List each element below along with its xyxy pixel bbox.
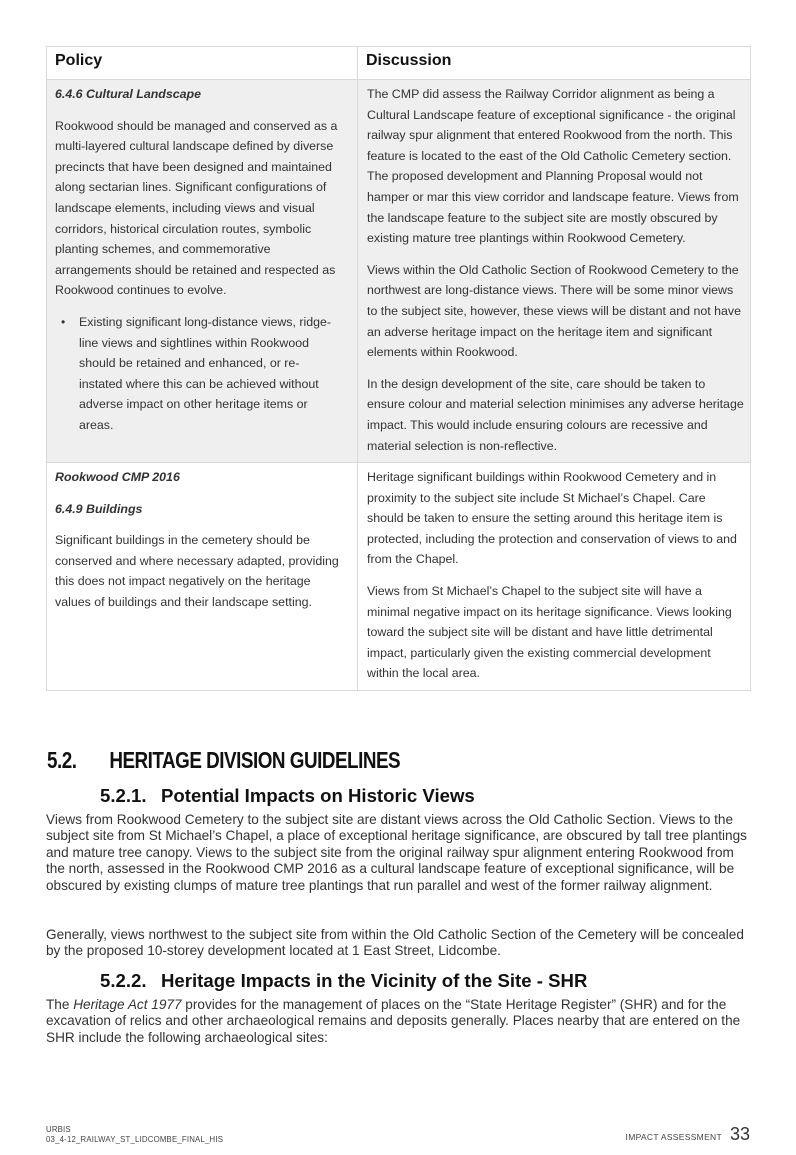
subsection-heading	[100, 970, 587, 992]
policy-text: Rookwood should be managed and conserved as a multi-layered cultural landscape defined by diverse precincts that have been designed and maintained along sectarian lines. Significant configurations of landscape elements, including views and visual corridors, historical circulation routes, symbolic planting schemes, and commemorative arrangements should be retained and respected as Rookwood continues to evolve.	[55, 118, 338, 298]
page-number: 33	[729, 1124, 750, 1144]
body-paragraph	[46, 997, 754, 1046]
act-title: Heritage Act 1977	[73, 997, 182, 1012]
policy-discussion-table	[46, 46, 751, 691]
policy-column-header: Policy	[47, 47, 358, 80]
bullet-text: Existing significant long-distance views, ridge-line views and sightlines within Rookwood should be retained and enhanced, or re-instated where this can be achieved without adverse impact on other heritage items or areas.	[79, 314, 332, 432]
table-row	[47, 463, 751, 691]
discussion-text: Heritage significant buildings within Rookwood Cemetery and in proximity to the subject site include St Michael’s Chapel. Care should be taken to ensure the setting around this heritage item is protected, including the protection and conservation of views to and from the Chapel.	[367, 470, 737, 567]
policy-subheading: 6.4.9 Buildings	[55, 501, 143, 516]
policy-subheading: Rookwood CMP 2016	[55, 470, 180, 485]
subsection-title: Heritage Impacts in the Vicinity of the Site - SHR	[161, 970, 588, 991]
document-filename: 03_4-12_RAILWAY_ST_LIDCOMBE_FINAL_HIS	[46, 1135, 224, 1144]
section-number: 5.2.	[47, 747, 77, 773]
body-paragraph: Views from Rookwood Cemetery to the subject site are distant views across the Old Catholic Section. Views to the subject site from St Michael’s Chapel, a place of exceptional heritage significance, are obscured by tall tree plantings and mature tree canopy. Views to the subject site from the original railway spur alignment entering Rookwood from the north, assessed in the Rookwood CMP 2016 as a cultural landscape feature of exceptional significance, will be obscured by existing clumps of mature tree plantings that run parallel and west of the former railway alignment.	[46, 812, 747, 893]
policy-bullet-list	[55, 312, 349, 436]
policy-subheading: 6.4.6 Cultural Landscape	[55, 87, 201, 101]
subsection-number: 5.2.1.	[100, 785, 147, 806]
discussion-cell	[358, 80, 751, 463]
footer-left	[46, 1125, 223, 1145]
policy-cell	[47, 80, 358, 463]
discussion-text: Views within the Old Catholic Section of Rookwood Cemetery to the northwest are long-distance views. There will be some minor views to the subject site, however, these views will be distant and not have an adverse heritage impact on the heritage item and significant elements within Rookwood.	[367, 262, 741, 360]
paragraph-text: The	[46, 997, 74, 1012]
discussion-cell	[358, 463, 751, 691]
footer-right	[626, 1124, 750, 1145]
table-row	[47, 80, 751, 463]
subsection-heading	[100, 785, 475, 807]
subsection-title: Potential Impacts on Historic Views	[161, 785, 475, 806]
section-heading	[47, 747, 624, 774]
company-name: URBIS	[46, 1125, 71, 1134]
list-item	[55, 312, 341, 436]
paragraph-text: provides for the management of places on the “State Heritage Register” (SHR) and for the excavation of relics and other archaeological remains and deposits generally. Places nearby that are entered on the SHR include the following archaeological sites:	[46, 997, 741, 1045]
discussion-text: In the design development of the site, care should be taken to ensure colour and material selection minimises any adverse heritage impact. This would include ensuring colours are recessive and material selection is non-reflective.	[367, 376, 744, 453]
section-title: HERITAGE DIVISION GUIDELINES	[109, 747, 401, 773]
policy-text: Significant buildings in the cemetery should be conserved and where necessary adapted, providing this does not impact negatively on the heritage values of buildings and their landscape setting.	[55, 533, 339, 610]
bullet-icon: •	[61, 314, 66, 329]
subsection-number: 5.2.2.	[100, 970, 147, 991]
policy-cell	[47, 463, 358, 691]
discussion-column-header: Discussion	[358, 47, 751, 80]
discussion-text: Views from St Michael’s Chapel to the subject site will have a minimal negative impact on its heritage significance. Views looking toward the subject site will be distant and have little detrimental impact, particularly given the existing commercial development within the local area.	[367, 584, 732, 681]
footer-section-label: IMPACT ASSESSMENT	[625, 1132, 722, 1142]
body-paragraph: Generally, views northwest to the subject site from within the Old Catholic Section of the Cemetery will be concealed by the proposed 10-storey development located at 1 East Street, Lidcombe.	[46, 927, 744, 959]
discussion-text: The CMP did assess the Railway Corridor alignment as being a Cultural Landscape feature of exceptional significance - the original railway spur alignment that entered Rookwood from the north. This feature is located to the east of the Old Catholic Cemetery section. The proposed development and Planning Proposal would not hamper or mar this view corridor and landscape feature. Views from the landscape feature to the subject site are mostly obscured by existing mature tree plantings within Rookwood Cemetery.	[367, 87, 739, 246]
